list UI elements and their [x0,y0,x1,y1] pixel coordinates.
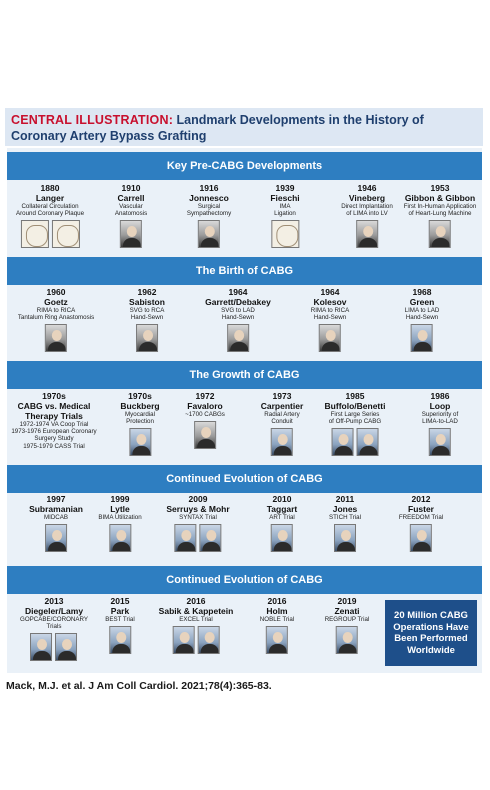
milestone-description: RIMA to RICA [310,307,350,314]
milestone [329,494,361,552]
portrait-group [205,324,271,352]
milestone-description: Surgical [197,203,221,210]
milestone-year: 2009 [188,494,208,504]
portrait-photo [266,626,288,654]
portrait-group [261,428,304,456]
milestone-year: 1910 [121,183,141,193]
milestone-name: Sabik & Kappetein [158,606,234,616]
milestone-year: 2011 [335,494,355,504]
portrait-group [399,524,443,552]
milestone-description: 1973-1976 European Coronary [11,428,97,436]
milestone-name: Vineberg [348,193,386,203]
milestone [11,391,96,450]
milestone-description: 1972-1974 VA Coop Trial [19,421,89,428]
portrait-photo [336,626,358,654]
milestone-name: Garrett/Debakey [205,297,271,307]
milestone-description: IMA [279,203,291,210]
milestone [422,391,458,456]
illustration-image [271,220,299,248]
milestone [166,494,229,552]
milestone-description: Anatomosis [114,210,148,218]
milestone-name: Carpentier [260,401,304,411]
illustration-image [20,220,48,248]
milestone-year: 1946 [357,183,377,193]
milestone-description: Radial Artery [264,411,300,418]
milestone-description: SVG to LAD [221,307,255,314]
milestone-name: Buffolo/Benetti [324,401,386,411]
portrait-group [120,428,159,456]
milestone-year: 1985 [345,391,365,401]
milestone-description: Ligation [274,210,296,218]
milestone [185,391,225,449]
milestone-year: 1962 [137,287,157,297]
milestone [18,287,94,352]
portrait-photo [319,324,341,352]
milestone-description: of Heart-Lung Machine [408,210,472,218]
portrait-photo [109,626,131,654]
milestone-description: Hand-Sewn [313,314,347,322]
portrait-photo [45,324,67,352]
portrait-group [325,428,386,456]
callout-box [385,600,477,666]
milestone-name: Subramanian [29,504,83,514]
portrait-photo [109,524,131,552]
title-lead: CENTRAL ILLUSTRATION: [11,113,174,127]
portrait-group [405,324,440,352]
milestone-year: 2012 [411,494,431,504]
milestone-description: GOPCABE/CORONARY [20,616,88,623]
portrait-group [267,524,298,552]
portrait-group [18,324,94,352]
milestone-description: SVG to RCA [129,307,165,314]
callout-text: 20 Million CABG Operations Have Been Performed Worldwide [393,610,469,656]
milestone [399,494,443,552]
milestone-description: Hand-Sewn [130,314,164,322]
milestone [105,596,134,654]
milestone-description: Surgery Study [34,435,74,443]
milestone [405,287,440,352]
milestone [129,287,165,352]
milestone-year: 2016 [186,596,206,606]
milestone-description: 1975-1979 CASS Trial [23,442,85,450]
milestone-description: SYNTAX Trial [179,514,217,521]
portrait-group [422,428,458,456]
milestone-name: Loop [429,401,451,411]
portrait-photo [429,220,451,248]
milestone-name: Jonnesco [189,193,229,203]
milestone-description: Hand-Sewn [405,314,439,322]
portrait-photo [194,421,216,449]
milestone-name: Fieschi [270,193,300,203]
milestone-name: Zenati [334,606,360,616]
milestone [325,391,386,456]
milestone-name: Kolesov [313,297,347,307]
milestone-name: Therapy Trials [25,411,83,421]
portrait-group [341,220,393,248]
portrait-photo [174,524,196,552]
milestone-name: Favaloro [187,401,223,411]
milestone-description: Collateral Circulation [21,203,79,210]
milestone-year: 1997 [46,494,66,504]
milestone-name: Fuster [408,504,434,514]
milestone-description: of LIMA into LV [346,210,388,218]
milestone-description: ART Trial [269,514,295,521]
milestone [260,596,294,654]
milestone-name: Holm [266,606,288,616]
milestone-year: 2016 [267,596,287,606]
milestone-year: 1972 [195,391,215,401]
milestone-description: NOBLE Trial [259,616,295,623]
portrait-group [20,633,88,661]
portrait-group [16,220,84,248]
portrait-group [311,324,350,352]
milestone [187,183,231,248]
milestone-name: Langer [35,193,65,203]
milestone-description: EXCEL Trial [179,616,213,623]
milestone-year: 1968 [412,287,432,297]
portrait-photo [429,428,451,456]
milestone-description: Superiority of [421,411,459,418]
section-header: The Growth of CABG [7,361,482,389]
milestone-year: 1970s [128,391,152,401]
portrait-group [325,626,370,654]
portrait-photo [334,524,356,552]
milestone-description: ~1700 CABGs [185,411,225,418]
portrait-group [404,220,477,248]
milestone-description: Myocardial [125,411,155,418]
milestone-name: Taggart [266,504,298,514]
title-text: Landmark Developments in the History of Coronary Artery Bypass Grafting [11,113,424,143]
milestone-description: First In-Human Application [403,203,477,210]
portrait-group [270,220,299,248]
milestone-year: 2013 [44,596,64,606]
milestone-year: 2010 [272,494,292,504]
milestone-name: Diegeler/Lamy [24,606,84,616]
portrait-photo [199,524,221,552]
milestone-year: 2015 [110,596,130,606]
milestone [20,596,88,661]
portrait-photo [129,428,151,456]
milestone-description: Protection [126,418,154,426]
milestone-description: Direct Implantation [341,203,393,210]
milestone-description: Tantalum Ring Anastomosis [17,314,95,322]
milestone [98,494,141,552]
milestone-name: Goetz [44,297,68,307]
milestone-description: Sympathectomy [186,210,232,218]
milestone-name: Green [409,297,435,307]
milestone-year: 1986 [430,391,450,401]
portrait-photo [356,428,378,456]
milestone-name: Park [110,606,130,616]
portrait-photo [411,324,433,352]
milestone-name: Buckberg [120,401,160,411]
portrait-group [115,220,147,248]
milestone-description: Trials [46,623,62,631]
milestone-year: 1999 [110,494,130,504]
portrait-group [129,324,165,352]
milestone-year: 1960 [46,287,66,297]
portrait-photo [172,626,194,654]
milestone-year: 1953 [430,183,450,193]
milestone-description: LIMA-to-LAD [422,418,458,426]
portrait-photo [120,220,142,248]
portrait-photo [198,220,220,248]
section-header: Continued Evolution of CABG [7,566,482,594]
milestone-name: CABG vs. Medical [17,401,91,411]
milestone [159,596,234,654]
portrait-group [185,421,225,449]
portrait-photo [56,633,78,661]
portrait-photo [197,626,219,654]
milestone-name: Jones [332,504,358,514]
milestone [341,183,393,248]
milestone-description: REGROUP Trial [324,616,370,623]
milestone [120,391,159,456]
milestone-name: Carrell [117,193,145,203]
portrait-photo [45,524,67,552]
milestone [115,183,147,248]
portrait-photo [331,428,353,456]
citation: Mack, M.J. et al. J Am Coll Cardiol. 2021;78(4):365-83. [6,680,272,692]
milestone-description: First Large Series [330,411,380,418]
milestone-year: 1964 [320,287,340,297]
illustration-title [5,108,483,146]
portrait-group [105,626,134,654]
portrait-group [29,524,83,552]
portrait-photo [410,524,432,552]
milestone [325,596,370,654]
milestone-year: 1964 [228,287,248,297]
milestone-description: BIMA Utilization [98,514,142,521]
milestone-year: 1939 [275,183,295,193]
milestone-year: 1916 [199,183,219,193]
milestone-description: Conduit [271,418,293,426]
portrait-group [166,524,229,552]
milestone-name: Gibbon & Gibbon [404,193,476,203]
milestone [205,287,271,352]
portrait-group [260,626,294,654]
milestone [16,183,84,248]
milestone [261,391,304,456]
milestone-description: Hand-Sewn [221,314,255,322]
milestone-description: STICH Trial [329,514,361,521]
milestone-description: LIMA to LAD [404,307,440,314]
portrait-photo [271,428,293,456]
section-header: Key Pre-CABG Developments [7,152,482,180]
portrait-photo [356,220,378,248]
milestone-description: FREEDOM Trial [398,514,444,521]
milestone-year: 1973 [272,391,292,401]
milestone-description: MIDCAB [43,514,69,521]
milestone-description: Around Coronary Plaque [15,210,85,218]
portrait-group [329,524,361,552]
milestone-year: 1880 [40,183,60,193]
milestone-description: RIMA to RICA [36,307,76,314]
section-header: Continued Evolution of CABG [7,465,482,493]
section-header: The Birth of CABG [7,257,482,285]
milestone [270,183,299,248]
milestone-year: 2019 [337,596,357,606]
milestone-name: Sabiston [129,297,165,307]
milestone [29,494,83,552]
portrait-group [98,524,141,552]
milestone-name: Serruys & Mohr [166,504,230,514]
portrait-photo [271,524,293,552]
milestone-description: BEST Trial [105,616,135,623]
milestone [267,494,298,552]
portrait-group [159,626,234,654]
portrait-photo [227,324,249,352]
milestone [311,287,350,352]
milestone-name: Lytle [110,504,130,514]
illustration-image [51,220,79,248]
milestone-year: 1970s [42,391,66,401]
portrait-group [187,220,231,248]
milestone-description: Vascular [119,203,143,210]
milestone [404,183,477,248]
portrait-photo [31,633,53,661]
portrait-photo [136,324,158,352]
milestone-description: of Off-Pump CABG [328,418,382,426]
